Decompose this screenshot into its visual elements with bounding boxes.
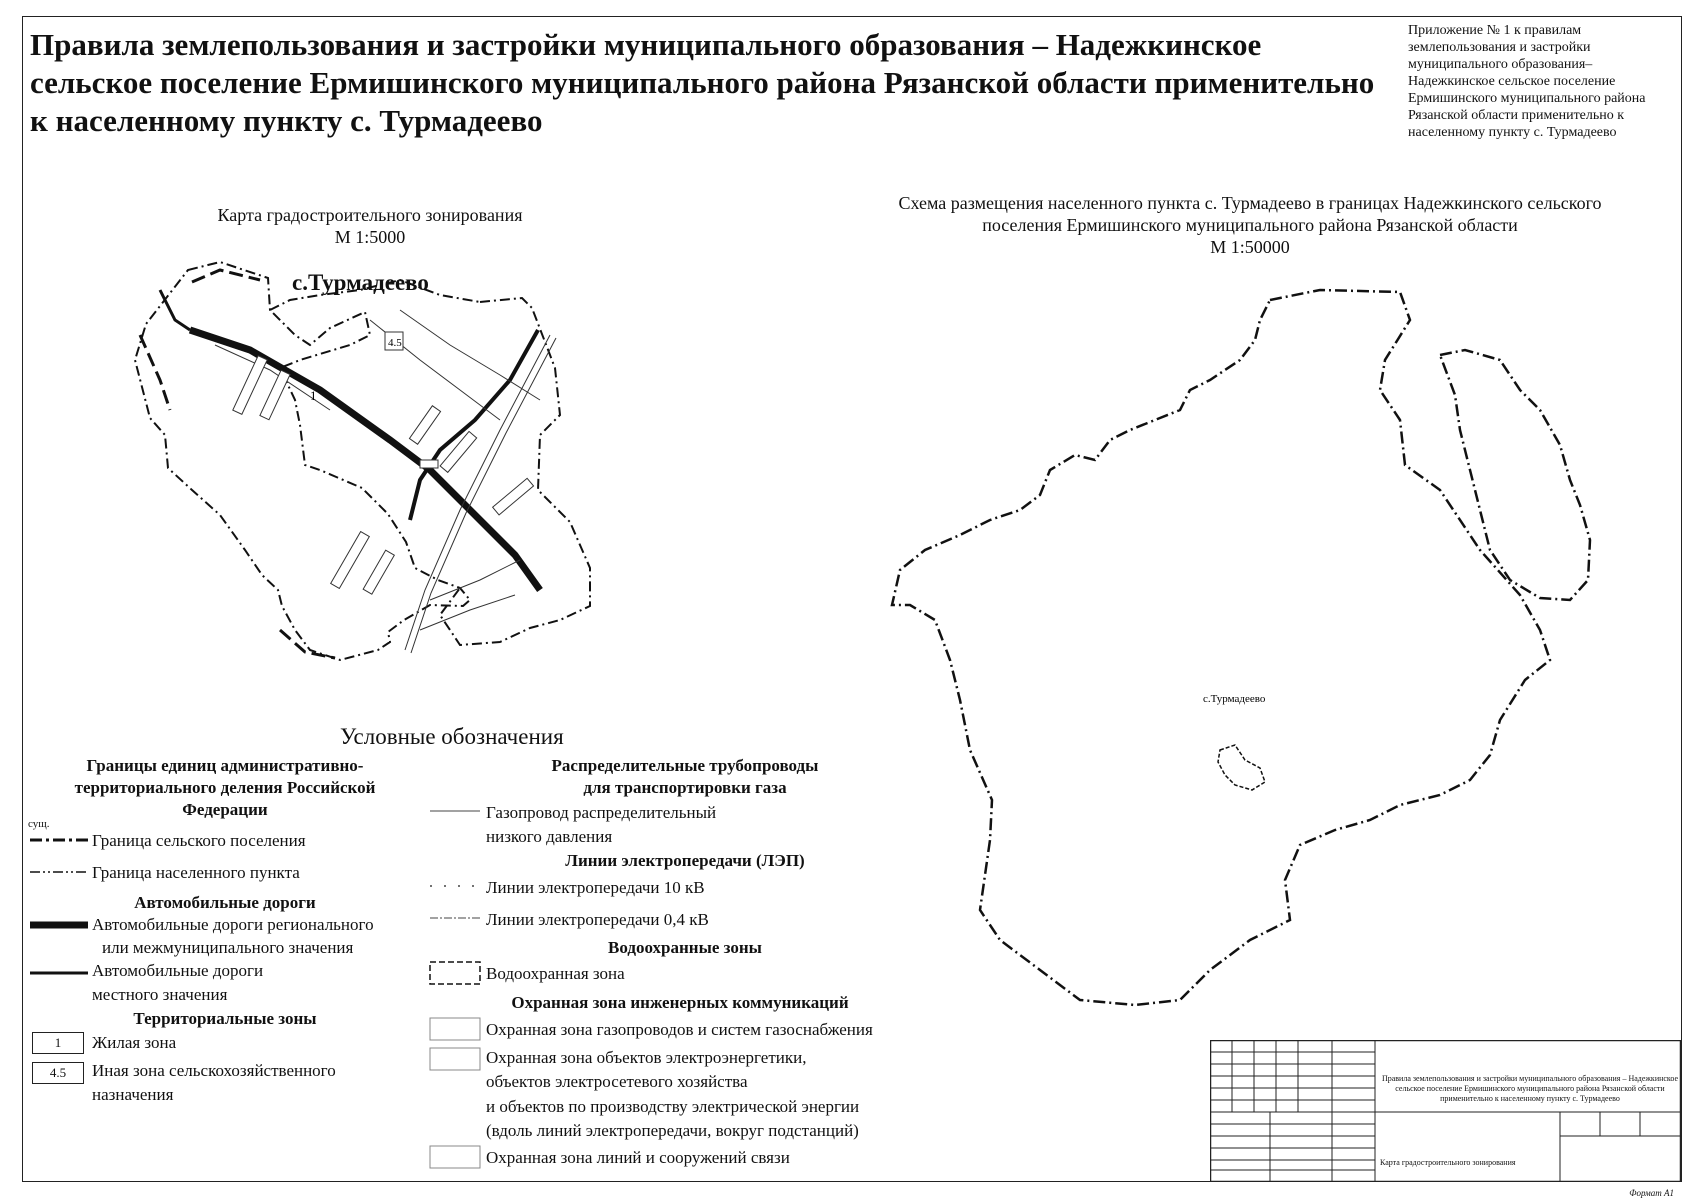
title-block-doc-title: Правила землепользования и застройки муниципального образования – Надежкинское сельское поселение Ермишинского муниципального района Рязанской области применительно к населенному пункту с. Турмадеево bbox=[1381, 1074, 1679, 1103]
title-block-sheet-title: Карта градостроительного зонирования bbox=[1380, 1158, 1516, 1167]
zone-label-45: 4.5 bbox=[388, 337, 402, 349]
legend-protect-gas: Охранная зона газопроводов и систем газоснабжения bbox=[486, 1020, 873, 1039]
zone-label-1: 1 bbox=[310, 388, 317, 403]
location-map bbox=[880, 280, 1660, 1020]
local-road-2 bbox=[160, 290, 190, 330]
protect-comm-symbol bbox=[428, 1144, 482, 1170]
zoning-map-title-text: Карта градостроительного зонирования bbox=[217, 205, 523, 225]
water-protection-zone bbox=[140, 270, 335, 658]
village-outline bbox=[1218, 745, 1265, 790]
location-map-title-line2: поселения Ермишинского муниципального района Рязанской области bbox=[982, 215, 1518, 235]
legend-gas-head bbox=[500, 755, 870, 799]
legend-roads-head: Автомобильные дороги bbox=[134, 893, 316, 912]
legend-rural-boundary: Граница сельского поселения bbox=[92, 831, 306, 850]
legend-protect-power-1: Охранная зона объектов электроэнергетики, bbox=[486, 1048, 807, 1067]
legend-protect-head: Охранная зона инженерных коммуникаций bbox=[511, 993, 849, 1012]
legend-gas-head-2: для транспортировки газа bbox=[583, 778, 787, 797]
legend-gas-head-1: Распределительные трубопроводы bbox=[551, 756, 819, 775]
locality-boundary-east bbox=[440, 298, 590, 645]
regional-road bbox=[190, 330, 540, 590]
legend-sush: сущ. bbox=[28, 818, 50, 830]
legend-zone-45-name-1: Иная зона сельскохозяйственного bbox=[92, 1061, 336, 1080]
legend-title: Условные обозначения bbox=[340, 724, 564, 749]
legend-water-zone: Водоохранная зона bbox=[486, 964, 625, 983]
zone-45-code-box: 4.5 bbox=[32, 1062, 84, 1084]
location-map-title-line1: Схема размещения населенного пункта с. Турмадеево в границах Надежкинского сельского bbox=[898, 193, 1602, 213]
location-map-title bbox=[840, 192, 1660, 258]
rural-settlement-boundary-east bbox=[1440, 350, 1590, 600]
legend-regional-roads-2: или межмуниципального значения bbox=[102, 938, 354, 957]
legend-gas-pipe-1: Газопровод распределительный bbox=[486, 803, 717, 822]
locality-boundary-symbol bbox=[28, 865, 90, 879]
protect-gas-symbol bbox=[428, 1016, 482, 1042]
appendix-note: Приложение № 1 к правилам землепользования и застройки муниципального образования– Надежкинское сельское поселение Ермишинского муниципального района Рязанской области применительно к населенному пункту с. Турмадеево bbox=[1408, 23, 1646, 140]
legend-protect-power-4: (вдоль линий электропередачи, вокруг подстанций) bbox=[486, 1121, 859, 1140]
zoning-map-title bbox=[170, 204, 570, 248]
location-map-scale: М 1:50000 bbox=[1210, 237, 1290, 257]
power-10kv-symbol bbox=[428, 882, 482, 890]
format-label: Формат А1 bbox=[1629, 1188, 1674, 1198]
legend-zones-head: Территориальные зоны bbox=[133, 1009, 317, 1028]
legend-protect-power-3: и объектов по производству электрической энергии bbox=[486, 1097, 860, 1116]
zoning-map-scale: М 1:5000 bbox=[334, 227, 406, 247]
legend-locality-boundary: Граница населенного пункта bbox=[92, 863, 300, 882]
protect-power-symbol bbox=[428, 1046, 482, 1072]
power-04kv-symbol bbox=[428, 914, 482, 922]
rural-boundary-symbol bbox=[28, 833, 90, 847]
gas-pipe-symbol bbox=[428, 807, 482, 815]
legend-protect-comm: Охранная зона линий и сооружений связи bbox=[486, 1148, 790, 1167]
legend-zone-1-name: Жилая зона bbox=[92, 1033, 177, 1052]
local-road-symbol bbox=[28, 966, 90, 980]
zone-1-code-box: 1 bbox=[32, 1032, 84, 1054]
legend-power-04: Линии электропередачи 0,4 кВ bbox=[486, 910, 709, 929]
location-map-village-label: с.Турмадеево bbox=[1203, 693, 1266, 705]
zone-parcels bbox=[233, 332, 534, 594]
zoning-map bbox=[120, 250, 640, 690]
legend-water-head: Водоохранные зоны bbox=[608, 938, 762, 957]
legend-power-head: Линии электропередачи (ЛЭП) bbox=[565, 851, 805, 870]
locality-boundary-north bbox=[270, 280, 480, 310]
regional-road-symbol bbox=[28, 918, 90, 932]
legend-local-roads-1: Автомобильные дороги bbox=[92, 961, 264, 980]
legend-regional-roads-1: Автомобильные дороги регионального bbox=[92, 915, 374, 934]
legend-zone-45-name-2: назначения bbox=[92, 1085, 174, 1104]
document-title: Правила землепользования и застройки муниципального образования – Надежкинское сельское поселение Ермишинского муниципального района Рязанской области применительно к населенному пункту с. Турмадеево bbox=[30, 27, 1375, 138]
legend-local-roads-2: местного значения bbox=[92, 985, 228, 1004]
legend-gas-pipe-2: низкого давления bbox=[486, 827, 613, 846]
legend-protect-power-2: объектов электросетевого хозяйства bbox=[486, 1072, 748, 1091]
zoning-map-village-label: с.Турмадеево bbox=[292, 270, 429, 295]
legend-power-10: Линии электропередачи 10 кВ bbox=[486, 878, 705, 897]
water-zone-symbol bbox=[428, 960, 482, 986]
rural-settlement-boundary bbox=[892, 290, 1550, 1005]
legend-admin-head: Границы единиц административно-территориального деления Российской Федерации bbox=[74, 756, 376, 819]
